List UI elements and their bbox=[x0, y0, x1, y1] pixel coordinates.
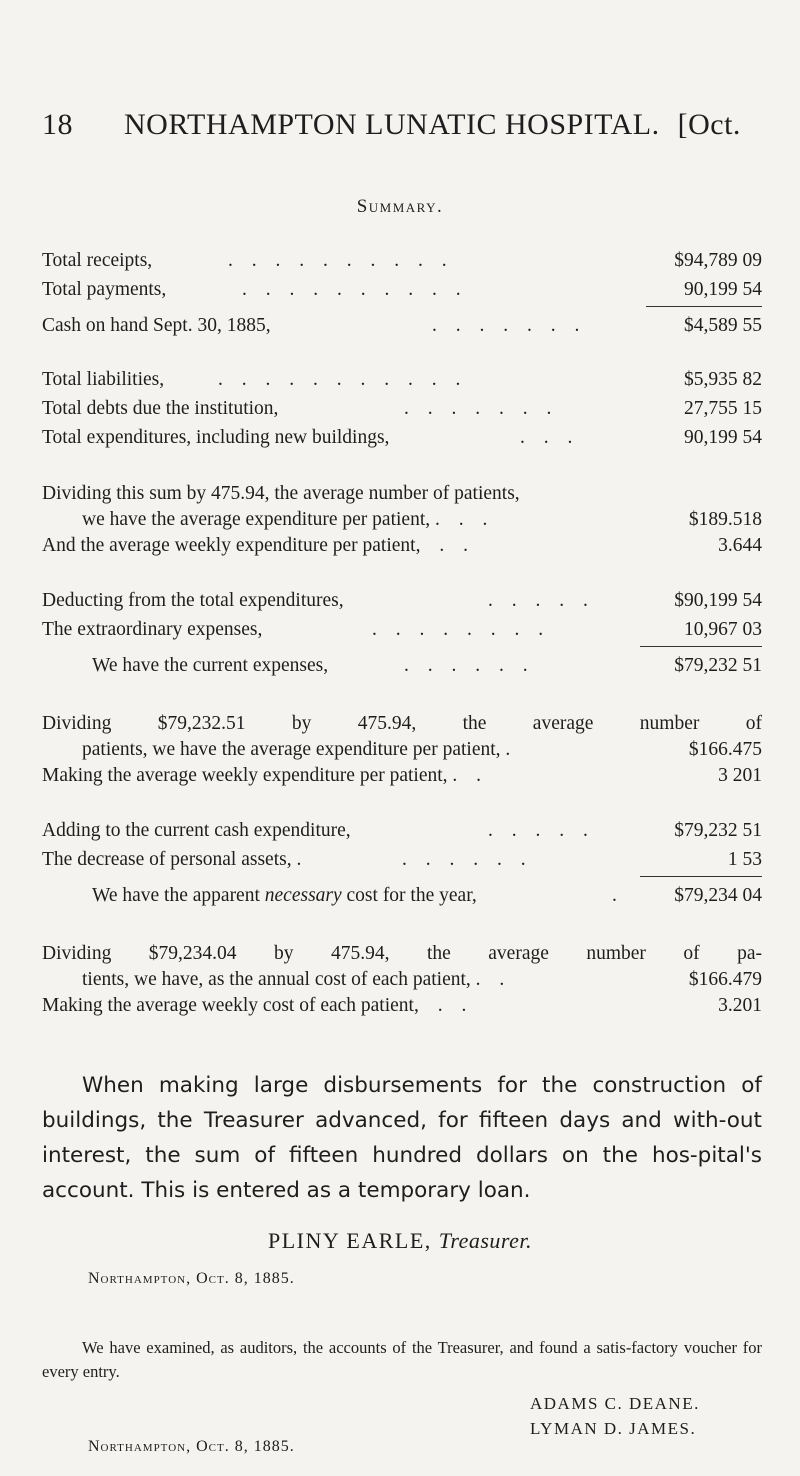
leader-dots: . . . . . . . . . . bbox=[228, 250, 454, 271]
treasurer-signature bbox=[0, 1228, 800, 1254]
adding-label: Adding to the current cash expenditure, bbox=[42, 820, 351, 841]
deduct-amount: $90,199 54 bbox=[674, 590, 762, 611]
sum-rule bbox=[640, 876, 762, 877]
summary-row-liabilities bbox=[42, 369, 762, 395]
average-current-line1: Dividing $79,232.51 by 475.94, the average number of bbox=[42, 713, 762, 734]
deduct-label: Deducting from the total expenditures, bbox=[42, 590, 344, 611]
treasurer-name: PLINY EARLE, bbox=[267, 1228, 432, 1253]
leader-dots: . . . . . . . . . . . bbox=[218, 369, 468, 390]
page-header bbox=[42, 108, 762, 142]
leader-dots: . bbox=[499, 969, 512, 990]
leader-dots: . . . . . bbox=[488, 590, 595, 611]
average-current-line3 bbox=[42, 763, 762, 789]
average-weekly-amount: 3.644 bbox=[718, 535, 762, 556]
temporary-loan-note: When making large disbursements for the construction of buildings, the Treasurer advanced, for fifteen days and with-out interest, the sum of fifteen hundred dollars on the hos-pital's account. This is entered as a temporary loan. bbox=[42, 1073, 762, 1203]
liabilities-amount: $5,935 82 bbox=[684, 369, 762, 390]
current-row-extra bbox=[42, 619, 762, 645]
leader-dots: . . . . . . bbox=[402, 849, 533, 870]
adding-amount: $79,232 51 bbox=[674, 820, 762, 841]
summary-row-expenditures bbox=[42, 427, 762, 453]
summary-row-debts bbox=[42, 398, 762, 424]
apparent-row-cost bbox=[42, 885, 762, 911]
average-total-label: we have the average expenditure per patient, . bbox=[82, 509, 440, 530]
summary-row-cash bbox=[42, 315, 762, 341]
average-total-block bbox=[42, 481, 762, 559]
leader-dots: . . . . . . . . bbox=[372, 619, 551, 640]
average-apparent-block bbox=[42, 941, 762, 1019]
leader-dots: . . . . . bbox=[488, 820, 595, 841]
summary-row-receipts bbox=[42, 250, 762, 276]
extra-label: The extraordinary expenses, bbox=[42, 619, 263, 640]
average-total-amount: $189.518 bbox=[688, 509, 762, 530]
sum-rule bbox=[646, 306, 762, 307]
average-current-label: patients, we have the average expenditure per patient, . bbox=[82, 739, 511, 760]
treasurer-date: Northampton, Oct. 8, 1885. bbox=[88, 1270, 295, 1287]
leader-dots: . . . . . . . bbox=[404, 398, 559, 419]
payments-amount: 90,199 54 bbox=[684, 279, 762, 300]
leader-dots: . . bbox=[439, 535, 475, 556]
summary-heading: Summary. bbox=[356, 196, 444, 217]
leader-dots: . . . . . . . bbox=[432, 315, 587, 336]
leader-dots: . . . . . . . . . . bbox=[242, 279, 468, 300]
average-apparent-weekly-label: Making the average weekly cost of each patient, bbox=[42, 995, 419, 1016]
auditors-date: Northampton, Oct. 8, 1885. bbox=[88, 1438, 295, 1455]
current-row-total bbox=[42, 655, 762, 681]
current-row-deduct bbox=[42, 590, 762, 616]
average-apparent-amount: $166.479 bbox=[688, 969, 762, 990]
auditor-name-2: LYMAN D. JAMES. bbox=[530, 1419, 697, 1438]
average-current-weekly-amount: 3 201 bbox=[718, 765, 762, 786]
average-current-line2 bbox=[42, 737, 762, 763]
extra-amount: 10,967 03 bbox=[684, 619, 762, 640]
average-apparent-line1: Dividing $79,234.04 by 475.94, the average number of pa- bbox=[42, 943, 762, 964]
leader-dots: . bbox=[476, 765, 489, 786]
average-weekly-label: And the average weekly expenditure per patient, bbox=[42, 535, 421, 556]
average-apparent-weekly-amount: 3.201 bbox=[718, 995, 762, 1016]
liabilities-label: Total liabilities, bbox=[42, 369, 165, 390]
leader-dots: . . . bbox=[520, 427, 580, 448]
leader-dots: . . . . . . bbox=[404, 655, 535, 676]
summary-row-payments bbox=[42, 279, 762, 305]
cash-label: Cash on hand Sept. 30, 1885, bbox=[42, 315, 271, 336]
cost-label: We have the apparent necessary cost for the year, bbox=[92, 885, 477, 906]
cost-amount: $79,234 04 bbox=[674, 885, 762, 906]
average-apparent-label: tients, we have, as the annual cost of each patient, . bbox=[82, 969, 481, 990]
average-apparent-line3 bbox=[42, 993, 762, 1019]
expenditures-amount: 90,199 54 bbox=[684, 427, 762, 448]
sum-rule bbox=[640, 646, 762, 647]
debts-amount: 27,755 15 bbox=[684, 398, 762, 419]
average-apparent-line2 bbox=[42, 967, 762, 993]
receipts-label: Total receipts, bbox=[42, 250, 153, 271]
leader-dots: . . bbox=[437, 995, 474, 1016]
auditor-name-1: ADAMS C. DEANE. bbox=[530, 1394, 700, 1413]
average-total-line3 bbox=[42, 533, 762, 559]
apparent-row-adding bbox=[42, 820, 762, 846]
payments-label: Total payments, bbox=[42, 279, 167, 300]
expenditures-label: Total expenditures, including new buildings, bbox=[42, 427, 390, 448]
receipts-amount: $94,789 09 bbox=[674, 250, 762, 271]
average-current-amount: $166.475 bbox=[688, 739, 762, 760]
average-total-line1: Dividing this sum by 475.94, the average number of patients, bbox=[42, 483, 520, 504]
leader-dots: . . bbox=[458, 509, 495, 530]
treasurer-role: Treasurer. bbox=[438, 1228, 533, 1253]
auditors-statement: We have examined, as auditors, the accounts of the Treasurer, and found a satis-factory voucher for every entry. bbox=[42, 1338, 762, 1381]
current-label: We have the current expenses, bbox=[92, 655, 329, 676]
average-total-line2 bbox=[42, 507, 762, 533]
current-amount: $79,232 51 bbox=[674, 655, 762, 676]
page-running-title: NORTHAMPTON LUNATIC HOSPITAL. bbox=[124, 108, 660, 141]
page-number: 18 bbox=[42, 108, 73, 141]
page-month: [Oct. bbox=[677, 108, 741, 141]
apparent-row-decrease bbox=[42, 849, 762, 875]
decrease-label: The decrease of personal assets, . bbox=[42, 849, 302, 870]
decrease-amount: 1 53 bbox=[727, 849, 762, 870]
leader-dots: . bbox=[612, 885, 624, 906]
cash-amount: $4,589 55 bbox=[684, 315, 762, 336]
average-current-block bbox=[42, 711, 762, 789]
debts-label: Total debts due the institution, bbox=[42, 398, 279, 419]
average-current-weekly-label: Making the average weekly expenditure per patient, . bbox=[42, 765, 458, 786]
